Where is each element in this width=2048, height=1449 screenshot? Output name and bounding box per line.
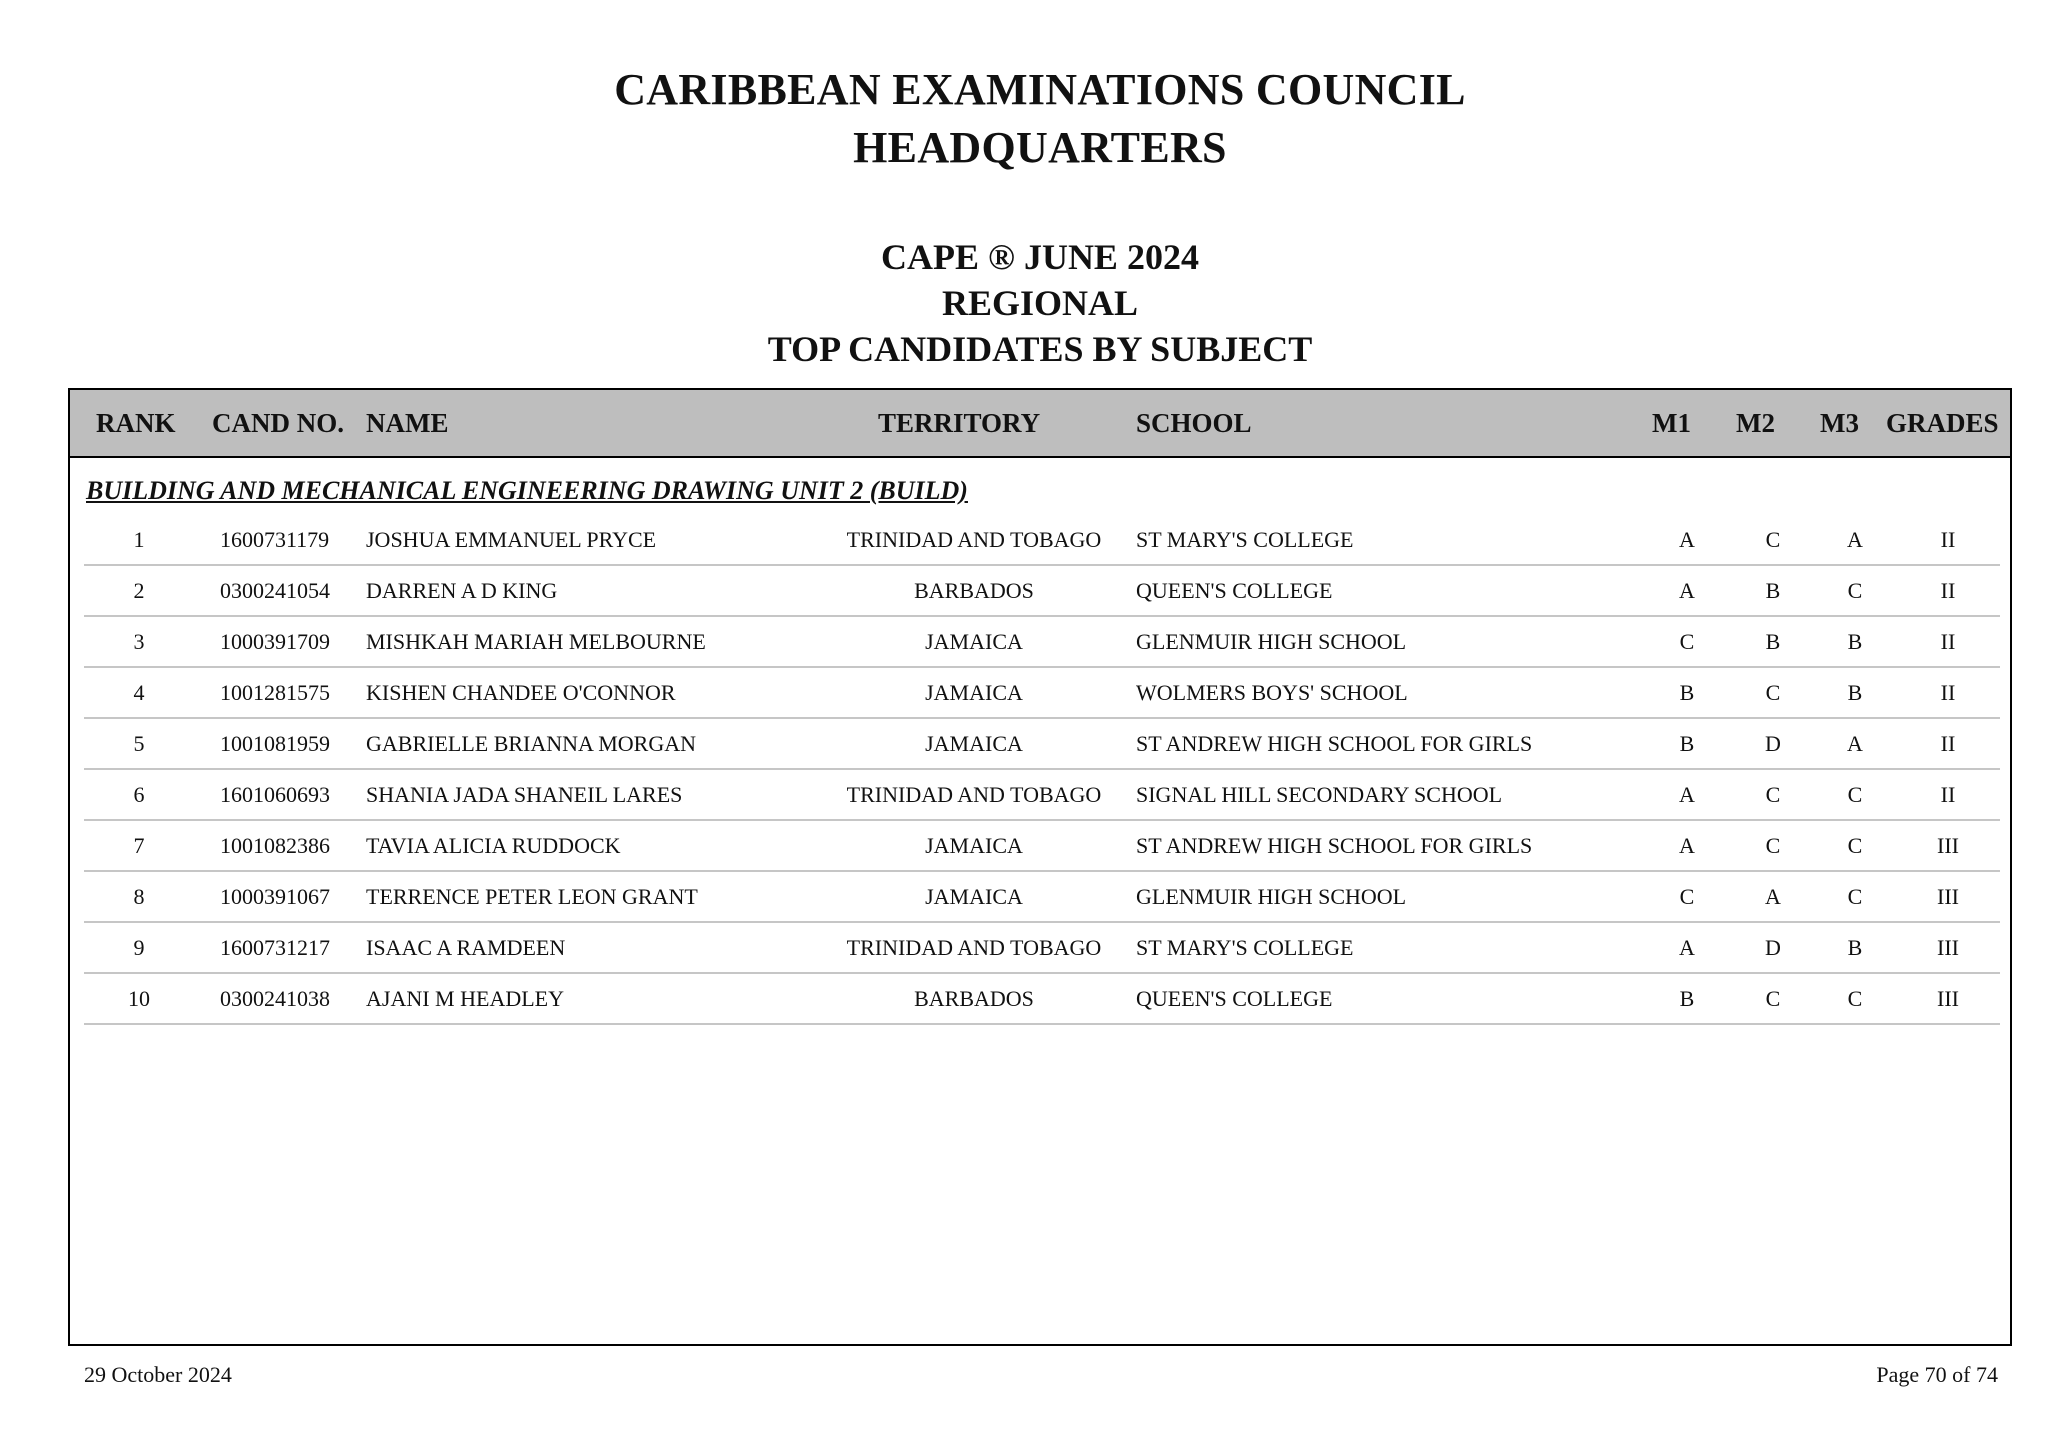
territory-cell: TRINIDAD AND TOBAGO <box>846 782 1102 807</box>
cand-no-cell: 1601060693 <box>220 782 330 807</box>
table-row <box>84 821 2000 872</box>
m1-cell: B <box>1679 680 1695 705</box>
territory-cell: TRINIDAD AND TOBAGO <box>846 935 1102 960</box>
rank-cell: 2 <box>133 578 145 603</box>
name-cell: SHANIA JADA SHANEIL LARES <box>366 782 683 807</box>
school-cell: QUEEN'S COLLEGE <box>1136 986 1333 1011</box>
col-territory-header: TERRITORY <box>878 408 1041 438</box>
m3-cell: A <box>1847 527 1863 552</box>
col-m1-header: M1 <box>1652 408 1691 438</box>
m2-cell: B <box>1765 578 1781 603</box>
org-title-line1: CARIBBEAN EXAMINATIONS COUNCIL <box>614 65 1466 114</box>
org-title-line2: HEADQUARTERS <box>853 123 1227 172</box>
m1-cell: A <box>1679 782 1695 807</box>
school-cell: ST ANDREW HIGH SCHOOL FOR GIRLS <box>1136 731 1533 756</box>
territory-cell: BARBADOS <box>914 578 1034 603</box>
territory-cell: JAMAICA <box>925 680 1023 705</box>
page-number: Page 70 of 74 <box>1876 1362 1998 1387</box>
school-cell: ST MARY'S COLLEGE <box>1136 935 1354 960</box>
name-cell: DARREN A D KING <box>366 578 558 603</box>
school-cell: WOLMERS BOYS' SCHOOL <box>1136 680 1408 705</box>
m2-cell: C <box>1765 527 1781 552</box>
m3-cell: B <box>1847 680 1863 705</box>
table-row <box>84 923 2000 974</box>
report-date: 29 October 2024 <box>84 1362 232 1387</box>
results-table <box>68 388 2012 1346</box>
m3-cell: C <box>1847 884 1863 909</box>
territory-cell: JAMAICA <box>925 833 1023 858</box>
territory-cell: JAMAICA <box>925 629 1023 654</box>
grade-cell: II <box>1940 527 1956 552</box>
cand-no-cell: 0300241054 <box>220 578 330 603</box>
table-header <box>70 390 2010 458</box>
rank-cell: 6 <box>133 782 145 807</box>
cand-no-cell: 1001281575 <box>220 680 330 705</box>
cand-no-cell: 1000391067 <box>220 884 330 909</box>
school-cell: ST ANDREW HIGH SCHOOL FOR GIRLS <box>1136 833 1533 858</box>
table-row <box>84 668 2000 719</box>
m3-cell: C <box>1847 578 1863 603</box>
col-cand-no-header: CAND NO. <box>212 408 344 438</box>
school-cell: SIGNAL HILL SECONDARY SCHOOL <box>1136 782 1503 807</box>
col-grades-header: GRADES <box>1886 408 1999 438</box>
cand-no-cell: 0300241038 <box>220 986 330 1011</box>
m2-cell: C <box>1765 986 1781 1011</box>
table-row <box>84 617 2000 668</box>
name-cell: TERRENCE PETER LEON GRANT <box>366 884 698 909</box>
rank-cell: 10 <box>128 986 150 1011</box>
school-cell: GLENMUIR HIGH SCHOOL <box>1136 884 1407 909</box>
col-m3-header: M3 <box>1820 408 1859 438</box>
cand-no-cell: 1001081959 <box>220 731 330 756</box>
name-cell: GABRIELLE BRIANNA MORGAN <box>366 731 696 756</box>
territory-cell: JAMAICA <box>925 884 1023 909</box>
grade-cell: II <box>1940 629 1956 654</box>
rank-cell: 5 <box>133 731 145 756</box>
m1-cell: C <box>1679 884 1695 909</box>
m3-cell: A <box>1847 731 1863 756</box>
cand-no-cell: 1000391709 <box>220 629 330 654</box>
grade-cell: III <box>1937 986 1959 1011</box>
m2-cell: A <box>1765 884 1781 909</box>
cand-no-cell: 1001082386 <box>220 833 330 858</box>
grade-cell: III <box>1937 884 1959 909</box>
m1-cell: A <box>1679 935 1695 960</box>
name-cell: MISHKAH MARIAH MELBOURNE <box>366 629 706 654</box>
subject-heading: BUILDING AND MECHANICAL ENGINEERING DRAWING UNIT 2 (BUILD) <box>86 476 968 505</box>
m2-cell: C <box>1765 680 1781 705</box>
col-name-header: NAME <box>366 408 449 438</box>
territory-cell: JAMAICA <box>925 731 1023 756</box>
col-m2-header: M2 <box>1736 408 1775 438</box>
school-cell: ST MARY'S COLLEGE <box>1136 527 1354 552</box>
territory-cell: TRINIDAD AND TOBAGO <box>846 527 1102 552</box>
m3-cell: C <box>1847 986 1863 1011</box>
rank-cell: 8 <box>133 884 145 909</box>
rank-cell: 9 <box>133 935 145 960</box>
m1-cell: B <box>1679 986 1695 1011</box>
name-cell: ISAAC A RAMDEEN <box>366 935 566 960</box>
m2-cell: C <box>1765 782 1781 807</box>
table-row <box>84 515 2000 566</box>
m1-cell: A <box>1679 833 1695 858</box>
table-row <box>84 872 2000 923</box>
col-rank-header: RANK <box>96 408 176 438</box>
table-row <box>84 719 2000 770</box>
m2-cell: D <box>1765 935 1781 960</box>
territory-cell: BARBADOS <box>914 986 1034 1011</box>
rank-cell: 4 <box>133 680 145 705</box>
grade-cell: II <box>1940 731 1956 756</box>
m1-cell: C <box>1679 629 1695 654</box>
rank-cell: 1 <box>133 527 145 552</box>
cand-no-cell: 1600731217 <box>220 935 330 960</box>
name-cell: KISHEN CHANDEE O'CONNOR <box>366 680 676 705</box>
name-cell: TAVIA ALICIA RUDDOCK <box>366 833 621 858</box>
m2-cell: C <box>1765 833 1781 858</box>
table-row <box>84 974 2000 1025</box>
scope-title: REGIONAL <box>941 283 1139 323</box>
rank-cell: 7 <box>133 833 145 858</box>
m1-cell: B <box>1679 731 1695 756</box>
rank-cell: 3 <box>133 629 145 654</box>
school-cell: QUEEN'S COLLEGE <box>1136 578 1333 603</box>
grade-cell: III <box>1937 935 1959 960</box>
m3-cell: B <box>1847 629 1863 654</box>
report-title: TOP CANDIDATES BY SUBJECT <box>767 329 1313 369</box>
m3-cell: B <box>1847 935 1863 960</box>
grade-cell: II <box>1940 578 1956 603</box>
m1-cell: A <box>1679 527 1695 552</box>
m2-cell: B <box>1765 629 1781 654</box>
table-row <box>84 566 2000 617</box>
name-cell: AJANI M HEADLEY <box>366 986 564 1011</box>
m3-cell: C <box>1847 833 1863 858</box>
name-cell: JOSHUA EMMANUEL PRYCE <box>366 527 657 552</box>
exam-title: CAPE ® JUNE 2024 <box>881 237 1199 277</box>
grade-cell: II <box>1940 680 1956 705</box>
school-cell: GLENMUIR HIGH SCHOOL <box>1136 629 1407 654</box>
m2-cell: D <box>1765 731 1781 756</box>
grade-cell: II <box>1940 782 1956 807</box>
m3-cell: C <box>1847 782 1863 807</box>
grade-cell: III <box>1937 833 1959 858</box>
col-school-header: SCHOOL <box>1136 408 1252 438</box>
table-row <box>84 770 2000 821</box>
m1-cell: A <box>1679 578 1695 603</box>
cand-no-cell: 1600731179 <box>220 527 330 552</box>
